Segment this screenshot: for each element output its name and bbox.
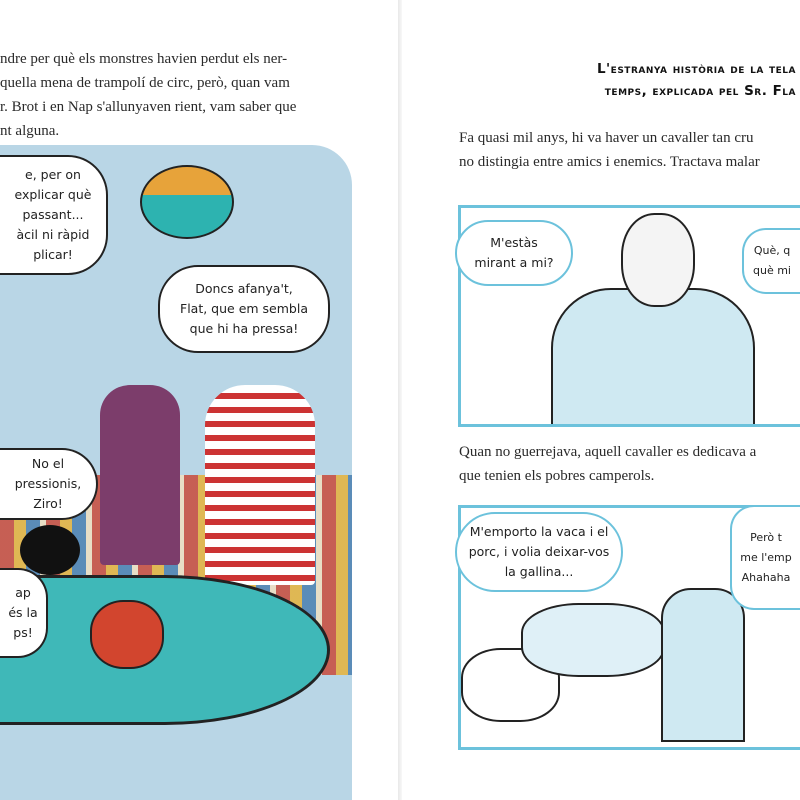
bubble-line: plicar! bbox=[33, 247, 73, 262]
text-line: que tenien els pobres camperols. bbox=[459, 468, 655, 484]
text-line: quella mena de trampolí de circ, però, quan vam bbox=[0, 75, 290, 91]
monster-black bbox=[20, 525, 80, 575]
speech-bubble bbox=[0, 155, 108, 275]
speech-bubble bbox=[742, 228, 800, 294]
monster-red bbox=[90, 600, 164, 669]
bubble-line: e, per on bbox=[25, 167, 81, 182]
bubble-line: explicar què bbox=[14, 187, 92, 202]
bubble-line: porc, i volia deixar-vos bbox=[468, 544, 610, 559]
text-line: Quan no guerrejava, aquell cavaller es dedicava a bbox=[459, 444, 757, 460]
text-line: r. Brot i en Nap s'allunyaven rient, vam saber que bbox=[0, 99, 297, 115]
right-paragraph-1 bbox=[459, 126, 760, 174]
bubble-line: ap bbox=[15, 585, 31, 600]
knight bbox=[661, 588, 745, 742]
speech-bubble bbox=[455, 220, 573, 286]
bubble-line: Però t bbox=[750, 530, 782, 544]
trampoline bbox=[0, 575, 330, 725]
speech-bubble bbox=[730, 505, 800, 610]
boy-character bbox=[205, 385, 315, 585]
bubble-line: què mi bbox=[753, 264, 791, 277]
bubble-line: Ziro! bbox=[33, 496, 63, 511]
bubble-line: que hi ha pressa! bbox=[189, 321, 299, 336]
bubble-line: àcil ni ràpid bbox=[16, 227, 90, 242]
text-line: ndre per què els monstres havien perdut els ner- bbox=[0, 51, 288, 67]
bubble-line: No el bbox=[31, 456, 65, 471]
book-gutter bbox=[398, 0, 402, 800]
bubble-line: és la bbox=[8, 605, 38, 620]
title-line: temps, explicada pel Sr. Fla bbox=[604, 83, 796, 99]
speech-bubble bbox=[0, 568, 48, 658]
bubble-line: M'emporto la vaca i el bbox=[469, 524, 609, 539]
bubble-line: passant... bbox=[22, 207, 84, 222]
right-paragraph-2 bbox=[459, 440, 756, 488]
title-line: L'estranya història de la tela bbox=[596, 61, 796, 77]
bubble-line: Flat, que em sembla bbox=[180, 301, 308, 316]
knight-head bbox=[621, 213, 695, 307]
monster-flat bbox=[140, 165, 234, 239]
bubble-line: la gallina... bbox=[504, 564, 574, 579]
bubble-line: Què, q bbox=[753, 244, 791, 257]
bubble-line: Ahahaha bbox=[741, 570, 791, 584]
bubble-line: M'estàs bbox=[490, 235, 538, 250]
text-line: nt alguna. bbox=[0, 123, 60, 139]
text-line: Fa quasi mil anys, hi va haver un cavaller tan cru bbox=[459, 130, 754, 146]
girl-character bbox=[100, 385, 180, 565]
speech-bubble bbox=[158, 265, 330, 353]
chapter-title bbox=[597, 58, 796, 102]
speech-bubble bbox=[0, 448, 98, 520]
bubble-line: ps! bbox=[13, 625, 33, 640]
speech-bubble bbox=[455, 512, 623, 592]
text-line: no distingia entre amics i enemics. Tractava malar bbox=[459, 154, 760, 170]
bubble-line: pressionis, bbox=[14, 476, 82, 491]
knight-armor bbox=[551, 288, 755, 427]
bubble-line: mirant a mi? bbox=[474, 255, 554, 270]
left-paragraph bbox=[0, 47, 296, 143]
bubble-line: me l'emp bbox=[740, 550, 792, 564]
donkey bbox=[521, 603, 665, 677]
bubble-line: Doncs afanya't, bbox=[195, 281, 293, 296]
